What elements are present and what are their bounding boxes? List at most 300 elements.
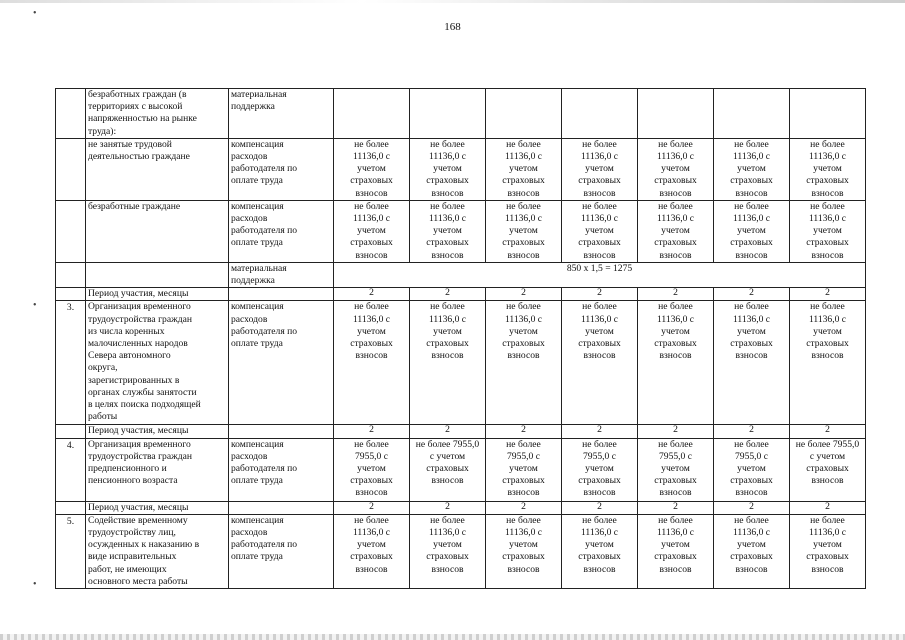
year-value	[790, 425, 866, 438]
cell-line: Севера автономного	[88, 350, 171, 362]
cell-line: взносов	[735, 487, 768, 499]
cell-line: 2	[825, 287, 830, 299]
cell-line: не более	[506, 200, 541, 212]
cell-line: не более	[354, 514, 389, 526]
cell-line: Организация временного	[88, 301, 191, 313]
cell-line: страховых	[350, 338, 393, 350]
year-value	[562, 288, 638, 301]
year-value	[638, 501, 714, 514]
measure-name	[86, 138, 229, 200]
margin-mark: •	[33, 300, 37, 311]
cell-line: страховых	[350, 475, 393, 487]
row-number	[56, 425, 86, 438]
year-value	[486, 200, 562, 262]
year-value	[562, 200, 638, 262]
cell-line: не более	[810, 138, 845, 150]
cell-line: 2	[597, 424, 602, 436]
cell-line: не более	[582, 438, 617, 450]
year-value	[790, 138, 866, 200]
cell-line: компенсация	[231, 438, 284, 450]
support-type	[229, 138, 334, 200]
year-value	[410, 438, 486, 501]
table-row	[56, 89, 866, 139]
cell-line: 2	[673, 287, 678, 299]
cell-line: 7955,0 с	[582, 450, 617, 462]
cell-line: не более	[506, 138, 541, 150]
cell-line: страховых	[350, 551, 393, 563]
cell-line: зарегистрированных в	[88, 374, 180, 386]
cell-line: не более	[506, 438, 541, 450]
cell-line: Организация временного	[88, 438, 191, 450]
table-row	[56, 501, 866, 514]
year-value	[638, 425, 714, 438]
cell-line: страховых	[502, 551, 545, 563]
year-value	[486, 514, 562, 588]
year-value	[714, 200, 790, 262]
cell-line: не более	[354, 438, 389, 450]
cell-line: 2	[749, 287, 754, 299]
row-number: 4.	[56, 438, 86, 501]
cell-line: не более	[658, 138, 693, 150]
cell-line: страховых	[578, 475, 621, 487]
cell-line: поддержка	[231, 101, 275, 113]
year-value	[410, 200, 486, 262]
year-value	[334, 501, 410, 514]
year-value	[562, 514, 638, 588]
cell-line: 2	[445, 424, 450, 436]
cell-line: страховых	[730, 338, 773, 350]
cell-line: взносов	[811, 249, 844, 261]
cell-line: учетом	[813, 225, 842, 237]
cell-line: не более	[658, 200, 693, 212]
table-row	[56, 301, 866, 425]
year-value	[410, 288, 486, 301]
cell-line: 2	[673, 424, 678, 436]
cell-line: взносов	[507, 350, 540, 362]
cell-line: оплате труда	[231, 551, 283, 563]
cell-line: не более	[506, 301, 541, 313]
cell-line: страховых	[502, 237, 545, 249]
cell-line: страховых	[426, 237, 469, 249]
cell-line: 11136,0 с	[504, 313, 543, 325]
cell-line: взносов	[583, 563, 616, 575]
cell-line: 11136,0 с	[428, 527, 467, 539]
cell-line: 2	[825, 424, 830, 436]
cell-line: страховых	[654, 475, 697, 487]
table-row	[56, 425, 866, 438]
cell-line: учетом	[357, 325, 386, 337]
cell-line: взносов	[355, 563, 388, 575]
table-row	[56, 288, 866, 301]
year-value	[638, 138, 714, 200]
year-value	[714, 425, 790, 438]
cell-line: учетом	[433, 225, 462, 237]
cell-line: взносов	[355, 487, 388, 499]
cell-line: 11136,0 с	[732, 151, 771, 163]
cell-line: страховых	[730, 551, 773, 563]
cell-line: учетом	[661, 225, 690, 237]
scan-edge-top	[0, 0, 905, 3]
cell-line: 2	[749, 501, 754, 512]
cell-line: не более	[658, 301, 693, 313]
cell-line: 11136,0 с	[580, 527, 619, 539]
cell-line: 7955,0 с	[734, 450, 769, 462]
cell-line: взносов	[431, 249, 464, 261]
row-number	[56, 262, 86, 287]
scan-edge-bottom	[0, 634, 905, 640]
cell-line: 11136,0 с	[656, 527, 695, 539]
cell-line: 11136,0 с	[504, 151, 543, 163]
cell-line: страховых	[730, 475, 773, 487]
cell-line: страховых	[806, 551, 849, 563]
cell-line: взносов	[355, 249, 388, 261]
cell-line: взносов	[659, 350, 692, 362]
cell-line: не более	[430, 514, 465, 526]
table-row	[56, 438, 866, 501]
cell-line: взносов	[583, 249, 616, 261]
cell-line: учетом	[813, 325, 842, 337]
cell-line: учетом	[357, 225, 386, 237]
cell-line: учетом	[737, 463, 766, 475]
cell-line: страховых	[806, 175, 849, 187]
cell-line: Содействие временному	[88, 514, 188, 526]
cell-line: не более	[810, 301, 845, 313]
cell-line: 11136,0 с	[656, 151, 695, 163]
cell-line: учетом	[585, 225, 614, 237]
cell-line: учетом	[661, 463, 690, 475]
cell-line: округа,	[88, 362, 118, 374]
cell-line: не более	[354, 138, 389, 150]
cell-line: 2	[445, 287, 450, 299]
cell-line: компенсация	[231, 301, 284, 313]
cell-line: не более	[810, 200, 845, 212]
cell-line: 2	[369, 501, 374, 512]
cell-line: труда):	[88, 125, 117, 137]
table-row	[56, 262, 866, 287]
cell-line: взносов	[431, 187, 464, 199]
cell-line: 11136,0 с	[352, 213, 391, 225]
cell-line: Период участия, месяцы	[88, 425, 189, 437]
cell-line: в целях поиска подходящей	[88, 399, 201, 411]
cell-line: работодателя по	[231, 163, 298, 175]
cell-line: не более	[430, 138, 465, 150]
cell-line: страховых	[806, 338, 849, 350]
cell-line: страховых	[426, 338, 469, 350]
cell-line: напряженностью на рынке	[88, 113, 197, 125]
cell-line: страховых	[806, 237, 849, 249]
measure-name	[86, 301, 229, 425]
year-value	[714, 501, 790, 514]
cell-line: учетом	[585, 539, 614, 551]
cell-line: не более 7955,0	[415, 438, 480, 450]
cell-line: страховых	[426, 551, 469, 563]
cell-line: трудоустройства граждан	[88, 313, 192, 325]
cell-line: взносов	[811, 187, 844, 199]
cell-line: оплате труда	[231, 175, 283, 187]
cell-line: взносов	[431, 563, 464, 575]
year-value	[714, 514, 790, 588]
cell-line: страховых	[654, 237, 697, 249]
cell-line: материальная	[231, 89, 287, 100]
cell-line: 7955,0 с	[354, 450, 389, 462]
cell-line: взносов	[431, 350, 464, 362]
year-value	[562, 89, 638, 139]
page-number: 168	[444, 21, 461, 33]
year-value	[790, 89, 866, 139]
year-value	[410, 425, 486, 438]
measure-name	[86, 200, 229, 262]
year-value	[334, 138, 410, 200]
cell-line: расходов	[231, 213, 268, 225]
support-type	[229, 262, 334, 287]
cell-line: 2	[825, 501, 830, 512]
cell-line: 11136,0 с	[580, 313, 619, 325]
cell-line: с учетом	[429, 450, 466, 462]
cell-line: страховых	[730, 175, 773, 187]
cell-line: расходов	[231, 151, 268, 163]
row-number	[56, 200, 86, 262]
cell-line: расходов	[231, 450, 268, 462]
year-value	[790, 438, 866, 501]
cell-line: 2	[673, 501, 678, 512]
cell-line: учетом	[509, 163, 538, 175]
cell-line: учетом	[737, 163, 766, 175]
cell-line: Период участия, месяцы	[88, 501, 189, 513]
cell-line: расходов	[231, 313, 268, 325]
cell-line: работодателя по	[231, 539, 298, 551]
cell-line: работодателя по	[231, 225, 298, 237]
cell-line: взносов	[583, 350, 616, 362]
year-value	[562, 138, 638, 200]
cell-line: 7955,0 с	[658, 450, 693, 462]
year-value	[638, 89, 714, 139]
cell-line: учетом	[585, 325, 614, 337]
margin-mark: •	[33, 8, 37, 19]
cell-line: страховых	[578, 338, 621, 350]
measure-name	[86, 514, 229, 588]
cell-line: не более	[658, 514, 693, 526]
year-value	[334, 301, 410, 425]
support-type	[229, 514, 334, 588]
cell-line: 11136,0 с	[504, 213, 543, 225]
cell-line: взносов	[583, 187, 616, 199]
cell-line: взносов	[659, 563, 692, 575]
measure-name	[86, 89, 229, 139]
cell-line: 11136,0 с	[808, 151, 847, 163]
year-value	[714, 438, 790, 501]
cell-line: не более	[658, 438, 693, 450]
year-value	[486, 138, 562, 200]
cell-line: работы	[88, 411, 118, 423]
row-number	[56, 89, 86, 139]
measure-name	[86, 438, 229, 501]
cell-line: не более	[734, 514, 769, 526]
cell-line: не более	[582, 301, 617, 313]
margin-mark: •	[33, 579, 37, 590]
row-number: 5.	[56, 514, 86, 588]
year-value	[638, 438, 714, 501]
year-value	[714, 89, 790, 139]
year-value	[638, 514, 714, 588]
year-value	[410, 501, 486, 514]
year-value	[486, 301, 562, 425]
year-value	[410, 138, 486, 200]
cell-line: страховых	[730, 237, 773, 249]
cell-line: не более	[582, 200, 617, 212]
measure-name	[86, 288, 229, 301]
cell-line: 11136,0 с	[580, 151, 619, 163]
cell-line: страховых	[426, 463, 469, 475]
year-value	[334, 89, 410, 139]
year-value	[562, 501, 638, 514]
cell-line: с учетом	[809, 450, 846, 462]
cell-line: 2	[749, 424, 754, 436]
cell-line: взносов	[507, 187, 540, 199]
support-type	[229, 89, 334, 139]
cell-line: компенсация	[231, 138, 284, 150]
cell-line: 2	[597, 501, 602, 512]
cell-line: малочисленных народов	[88, 338, 188, 350]
cell-line: взносов	[811, 350, 844, 362]
cell-line: оплате труда	[231, 475, 283, 487]
cell-line: не более	[734, 301, 769, 313]
cell-line: учетом	[737, 325, 766, 337]
cell-line: учетом	[737, 539, 766, 551]
cell-line: учетом	[509, 225, 538, 237]
cell-line: взносов	[507, 487, 540, 499]
cell-line: трудоустройству лиц,	[88, 527, 176, 539]
cell-line: 2	[597, 287, 602, 299]
year-value	[790, 301, 866, 425]
year-value	[334, 438, 410, 501]
cell-line: 11136,0 с	[352, 151, 391, 163]
year-value	[486, 438, 562, 501]
row-number: 3.	[56, 301, 86, 425]
support-type	[229, 438, 334, 501]
cell-line: учетом	[585, 463, 614, 475]
year-value	[714, 301, 790, 425]
year-value	[410, 514, 486, 588]
cell-line: взносов	[735, 249, 768, 261]
cell-line: безработных граждан (в	[88, 89, 187, 100]
cell-line: взносов	[507, 563, 540, 575]
cell-line: 11136,0 с	[428, 313, 467, 325]
cell-line: работодателя по	[231, 463, 298, 475]
cell-line: компенсация	[231, 514, 284, 526]
cell-line: страховых	[502, 475, 545, 487]
year-value	[790, 514, 866, 588]
cell-line: 11136,0 с	[732, 213, 771, 225]
cell-line: не более	[430, 200, 465, 212]
cell-line: деятельностью граждане	[88, 151, 190, 163]
cell-line: учетом	[661, 163, 690, 175]
support-type	[229, 425, 334, 438]
year-value	[790, 501, 866, 514]
cell-line: страховых	[350, 237, 393, 249]
cell-line: учетом	[661, 539, 690, 551]
cell-line: 2	[369, 287, 374, 299]
cell-line: безработные граждане	[88, 200, 181, 212]
year-value	[486, 501, 562, 514]
cell-line: пенсионного возраста	[88, 475, 178, 487]
cell-line: поддержка	[231, 275, 275, 287]
cell-line: 11136,0 с	[352, 313, 391, 325]
support-type	[229, 301, 334, 425]
measure-name	[86, 501, 229, 514]
cell-line: учетом	[813, 539, 842, 551]
cell-line: учетом	[509, 463, 538, 475]
cell-line: 2	[521, 501, 526, 512]
cell-line: 11136,0 с	[352, 527, 391, 539]
cell-line: страховых	[350, 175, 393, 187]
table-row	[56, 514, 866, 588]
cell-line: трудоустройства граждан	[88, 450, 192, 462]
cell-line: не занятые трудовой	[88, 138, 172, 150]
cell-line: 2	[521, 424, 526, 436]
cell-line: 11136,0 с	[808, 527, 847, 539]
cell-line: виде исправительных	[88, 551, 177, 563]
year-value	[638, 301, 714, 425]
cell-line: учетом	[509, 325, 538, 337]
cell-line: Период участия, месяцы	[88, 288, 189, 300]
year-value	[334, 514, 410, 588]
subsidy-table	[55, 88, 866, 589]
cell-line: предпенсионного и	[88, 463, 167, 475]
row-number	[56, 288, 86, 301]
cell-line: органах службы занятости	[88, 386, 197, 398]
cell-line: учетом	[433, 163, 462, 175]
cell-line: 11136,0 с	[656, 213, 695, 225]
cell-line: 11136,0 с	[428, 151, 467, 163]
cell-line: не более	[734, 200, 769, 212]
cell-line: страховых	[578, 237, 621, 249]
year-value	[486, 425, 562, 438]
cell-line: взносов	[431, 475, 464, 487]
cell-line: взносов	[659, 187, 692, 199]
cell-line: 2	[445, 501, 450, 512]
cell-line: не более	[810, 514, 845, 526]
cell-line: материальная	[231, 262, 287, 274]
table-row	[56, 200, 866, 262]
cell-line: взносов	[735, 187, 768, 199]
cell-line: из числа коренных	[88, 325, 165, 337]
cell-line: учетом	[737, 225, 766, 237]
year-value	[334, 288, 410, 301]
cell-line: учетом	[357, 539, 386, 551]
year-value	[790, 288, 866, 301]
row-number	[56, 501, 86, 514]
year-value	[562, 438, 638, 501]
cell-line: страховых	[654, 338, 697, 350]
cell-line: учетом	[357, 163, 386, 175]
cell-line: не более	[430, 301, 465, 313]
cell-line: страховых	[654, 175, 697, 187]
cell-line: страховых	[654, 551, 697, 563]
cell-line: работодателя по	[231, 325, 298, 337]
cell-line: оплате труда	[231, 338, 283, 350]
cell-line: 2	[369, 424, 374, 436]
cell-line: взносов	[735, 563, 768, 575]
cell-line: страховых	[578, 551, 621, 563]
cell-line: учетом	[357, 463, 386, 475]
cell-line: не более 7955,0	[795, 438, 860, 450]
measure-name	[86, 425, 229, 438]
year-value	[790, 200, 866, 262]
year-value	[562, 425, 638, 438]
cell-line: 11136,0 с	[656, 313, 695, 325]
cell-line: взносов	[583, 487, 616, 499]
cell-line: взносов	[659, 487, 692, 499]
